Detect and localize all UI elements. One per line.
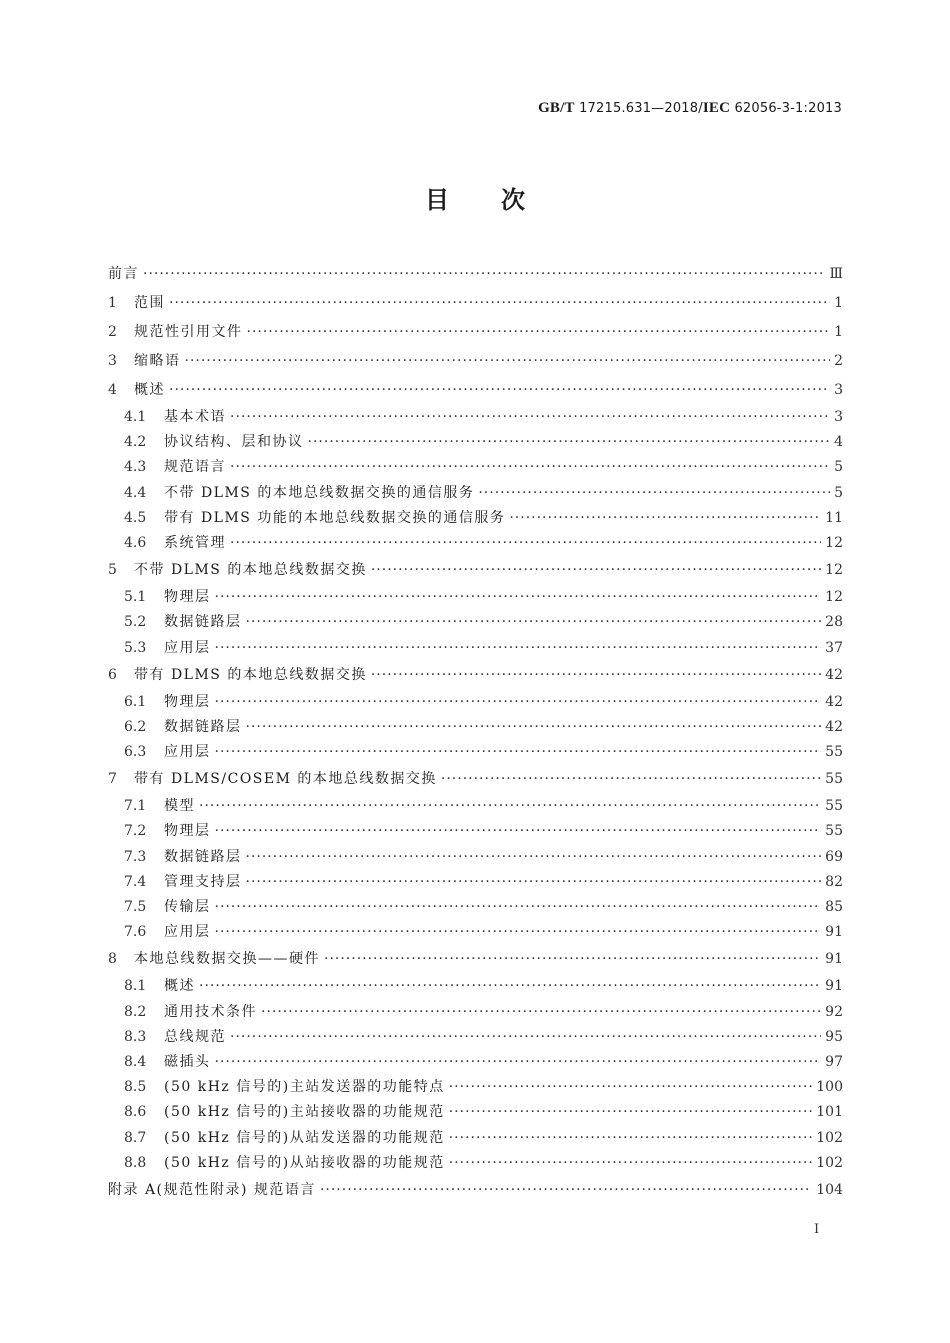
toc-entry-number: 5 — [108, 562, 117, 579]
toc-entry-number: 8.7 — [124, 1129, 147, 1146]
toc-entry[interactable] — [108, 974, 843, 999]
toc-entry[interactable] — [108, 895, 843, 920]
toc-entry-label: 应用层 — [164, 924, 211, 941]
toc-entry-number: 7.2 — [124, 823, 147, 840]
table-of-contents — [108, 260, 843, 1205]
toc-leader-dots — [199, 794, 821, 819]
toc-entry-page: 28 — [825, 614, 843, 631]
toc-entry-page: 55 — [825, 823, 843, 840]
toc-entry-label: 通用技术条件 — [164, 1003, 257, 1020]
toc-leader-dots — [246, 870, 822, 895]
toc-leader-dots — [143, 260, 825, 289]
toc-entry-label: (50 kHz 信号的)从站发送器的功能规范 — [164, 1129, 445, 1146]
toc-leader-dots — [215, 740, 822, 765]
toc-entry-page: 11 — [825, 509, 843, 526]
iec-number: 62056-3-1:2013 — [734, 101, 842, 116]
toc-entry-number: 6.3 — [124, 744, 147, 761]
toc-entry-label: (50 kHz 信号的)从站接收器的功能规范 — [164, 1154, 445, 1171]
toc-entry[interactable] — [108, 1100, 843, 1125]
toc-entry-number: 7 — [108, 771, 117, 788]
toc-entry-page: 100 — [816, 1079, 843, 1096]
toc-entry-number: 8.3 — [124, 1028, 147, 1045]
toc-entry-page: 12 — [825, 534, 843, 551]
toc-entry-page: 1 — [834, 295, 843, 311]
toc-entry-page: 12 — [825, 562, 843, 579]
std-code: GB/T — [538, 100, 575, 116]
toc-entry-label: 模型 — [164, 798, 195, 815]
toc-entry-label: 管理支持层 — [164, 873, 242, 890]
toc-entry-number: 6.1 — [124, 693, 147, 710]
toc-entry[interactable] — [108, 585, 843, 610]
toc-entry-page: 91 — [825, 951, 843, 968]
toc-leader-dots — [478, 481, 830, 506]
toc-leader-dots — [320, 1176, 812, 1205]
toc-entry[interactable] — [108, 481, 843, 506]
toc-entry-page: 1 — [834, 324, 843, 340]
toc-entry[interactable] — [108, 260, 843, 289]
toc-entry-page: 82 — [825, 873, 843, 890]
toc-entry-page: 3 — [834, 409, 843, 425]
toc-leader-dots — [246, 845, 822, 870]
toc-entry-label: 规范语言 — [164, 459, 226, 476]
toc-entry-label: 磁插头 — [164, 1053, 211, 1070]
toc-entry-page: 95 — [825, 1028, 843, 1045]
toc-entry-page: 42 — [825, 718, 843, 735]
toc-entry-label: 概述 — [134, 382, 165, 398]
toc-leader-dots — [215, 636, 822, 661]
toc-leader-dots — [199, 974, 821, 999]
toc-entry-number: 8.5 — [124, 1079, 147, 1096]
toc-leader-dots — [215, 895, 822, 920]
toc-entry-page: Ⅲ — [829, 266, 843, 282]
footer-page-number: Ⅰ — [814, 1222, 820, 1237]
toc-leader-dots — [215, 585, 822, 610]
toc-entry-page: 42 — [825, 693, 843, 710]
toc-entry[interactable] — [108, 636, 843, 661]
toc-entry-label: 带有 DLMS 功能的本地总线数据交换的通信服务 — [164, 509, 506, 526]
toc-entry-label: 物理层 — [164, 823, 211, 840]
std-number: 17215.631—2018/ — [579, 101, 703, 116]
toc-entry-page: 5 — [834, 484, 843, 501]
toc-entry-page: 102 — [816, 1129, 843, 1146]
toc-entry[interactable] — [108, 1000, 843, 1025]
toc-entry-page: 2 — [834, 353, 843, 369]
toc-leader-dots — [246, 715, 822, 740]
toc-entry-number: 6.2 — [124, 718, 147, 735]
toc-entry-label: 范围 — [134, 295, 165, 311]
toc-entry[interactable] — [108, 405, 843, 430]
toc-leader-dots — [308, 430, 831, 455]
toc-leader-dots — [246, 610, 822, 635]
toc-leader-dots — [261, 1000, 821, 1025]
toc-entry-number: 7.3 — [124, 848, 147, 865]
toc-entry-label: 规范性引用文件 — [134, 324, 243, 340]
toc-entry-number: 4.4 — [124, 484, 147, 501]
title-right: 次 — [501, 186, 525, 214]
toc-entry-label: 总线规范 — [164, 1028, 226, 1045]
toc-entry-number: 8 — [108, 951, 117, 968]
toc-entry-label: 前言 — [108, 266, 139, 282]
toc-entry-page: 55 — [825, 798, 843, 815]
toc-entry-label: 带有 DLMS/COSEM 的本地总线数据交换 — [134, 771, 437, 788]
toc-leader-dots — [215, 1050, 822, 1075]
toc-entry-number: 8.2 — [124, 1003, 147, 1020]
toc-entry-label: 概述 — [164, 978, 195, 995]
toc-entry-number: 8.4 — [124, 1053, 147, 1070]
toc-entry[interactable] — [108, 430, 843, 455]
toc-leader-dots — [230, 531, 821, 556]
toc-entry-page: 85 — [825, 899, 843, 915]
toc-entry[interactable] — [108, 289, 843, 318]
toc-entry[interactable] — [108, 794, 843, 819]
toc-entry-number: 8.1 — [124, 978, 147, 995]
toc-leader-dots — [169, 376, 830, 405]
toc-entry-number: 4.6 — [124, 534, 147, 551]
toc-entry[interactable] — [108, 1151, 843, 1176]
toc-entry-number: 5.1 — [124, 589, 147, 606]
toc-entry[interactable] — [108, 1025, 843, 1050]
toc-entry-number: 4.3 — [124, 459, 147, 476]
toc-entry-page: 55 — [825, 771, 843, 788]
toc-leader-dots — [230, 1025, 821, 1050]
toc-leader-dots — [215, 920, 822, 945]
toc-entry-label: 本地总线数据交换——硬件 — [134, 951, 320, 968]
toc-entry-number: 3 — [108, 353, 117, 369]
toc-leader-dots — [449, 1075, 813, 1100]
toc-entry[interactable] — [108, 347, 843, 376]
toc-leader-dots — [230, 405, 830, 430]
toc-entry-page: 55 — [825, 744, 843, 761]
page-title — [0, 180, 950, 215]
toc-entry[interactable] — [108, 1126, 843, 1151]
toc-entry[interactable] — [108, 819, 843, 844]
toc-entry[interactable] — [108, 661, 843, 690]
toc-entry[interactable] — [108, 376, 843, 405]
toc-entry[interactable] — [108, 740, 843, 765]
toc-entry-page: 91 — [825, 978, 843, 995]
toc-entry[interactable] — [108, 1050, 843, 1075]
toc-leader-dots — [324, 945, 821, 974]
toc-leader-dots — [449, 1126, 813, 1151]
toc-entry-page: 37 — [825, 639, 843, 656]
toc-entry-page: 69 — [825, 848, 843, 865]
toc-entry-number: 7.6 — [124, 924, 147, 941]
toc-entry-label: 传输层 — [164, 899, 211, 915]
toc-leader-dots — [371, 661, 821, 690]
toc-entry[interactable] — [108, 870, 843, 895]
toc-entry-label: 不带 DLMS 的本地总线数据交换 — [134, 562, 367, 579]
toc-leader-dots — [230, 455, 830, 480]
toc-entry-page: 102 — [816, 1154, 843, 1171]
toc-entry[interactable] — [108, 945, 843, 974]
toc-leader-dots — [449, 1151, 813, 1176]
toc-entry-number: 4.1 — [124, 409, 147, 425]
toc-entry[interactable] — [108, 455, 843, 480]
toc-entry-page: 12 — [825, 589, 843, 606]
toc-entry-label: 数据链路层 — [164, 848, 242, 865]
toc-entry[interactable] — [108, 715, 843, 740]
toc-leader-dots — [169, 289, 830, 318]
toc-leader-dots — [185, 347, 831, 376]
toc-entry-page: 91 — [825, 924, 843, 941]
toc-entry[interactable] — [108, 531, 843, 556]
toc-entry-label: 协议结构、层和协议 — [164, 434, 304, 451]
toc-entry-page: 97 — [825, 1053, 843, 1070]
toc-entry[interactable] — [108, 1075, 843, 1100]
toc-entry-page: 3 — [834, 382, 843, 398]
toc-leader-dots — [449, 1100, 813, 1125]
toc-entry[interactable] — [108, 690, 843, 715]
toc-entry-label: (50 kHz 信号的)主站发送器的功能特点 — [164, 1079, 445, 1096]
toc-entry-page: 104 — [816, 1181, 843, 1198]
toc-entry-number: 2 — [108, 324, 117, 340]
toc-leader-dots — [371, 556, 821, 585]
toc-entry-label: 应用层 — [164, 744, 211, 761]
toc-entry-label: 缩略语 — [134, 353, 181, 369]
toc-entry-number: 7.5 — [124, 899, 147, 915]
toc-entry-number: 5.3 — [124, 639, 147, 656]
standard-header — [538, 100, 842, 117]
toc-entry-number: 8.6 — [124, 1104, 147, 1121]
toc-leader-dots — [441, 765, 821, 794]
toc-entry-page: 92 — [825, 1003, 843, 1020]
iec-code: IEC — [702, 100, 731, 116]
toc-leader-dots — [215, 819, 822, 844]
toc-leader-dots — [247, 318, 831, 347]
toc-entry-page: 42 — [825, 666, 843, 683]
title-left: 目 — [425, 186, 449, 214]
toc-entry-number: 7.1 — [124, 798, 147, 815]
toc-entry-number: 1 — [108, 295, 117, 311]
toc-leader-dots — [509, 506, 821, 531]
toc-entry[interactable] — [108, 610, 843, 635]
toc-entry-label: 数据链路层 — [164, 614, 242, 631]
toc-entry-label: 应用层 — [164, 639, 211, 656]
toc-entry[interactable] — [108, 920, 843, 945]
toc-entry[interactable] — [108, 845, 843, 870]
toc-entry-number: 4.5 — [124, 509, 147, 526]
toc-entry-page: 5 — [834, 459, 843, 476]
toc-entry-label: 系统管理 — [164, 534, 226, 551]
toc-entry-number: 5.2 — [124, 614, 147, 631]
toc-leader-dots — [215, 690, 822, 715]
toc-entry-label: (50 kHz 信号的)主站接收器的功能规范 — [164, 1104, 445, 1121]
toc-entry-number: 6 — [108, 666, 117, 683]
toc-entry[interactable] — [108, 318, 843, 347]
toc-entry-number: 4.2 — [124, 434, 147, 451]
toc-entry-label: 数据链路层 — [164, 718, 242, 735]
toc-entry-number: 7.4 — [124, 873, 147, 890]
toc-entry-page: 101 — [816, 1104, 843, 1121]
toc-entry-label: 物理层 — [164, 589, 211, 606]
toc-entry[interactable] — [108, 1176, 843, 1205]
toc-entry[interactable] — [108, 556, 843, 585]
toc-entry-label: 带有 DLMS 的本地总线数据交换 — [134, 666, 367, 683]
toc-entry-page: 4 — [834, 434, 843, 451]
toc-entry[interactable] — [108, 765, 843, 794]
toc-entry-label: 附录 A(规范性附录) 规范语言 — [108, 1181, 316, 1198]
toc-entry-label: 物理层 — [164, 693, 211, 710]
toc-entry-label: 不带 DLMS 的本地总线数据交换的通信服务 — [164, 484, 475, 501]
toc-entry[interactable] — [108, 506, 843, 531]
toc-entry-label: 基本术语 — [164, 409, 226, 425]
toc-entry-number: 8.8 — [124, 1154, 147, 1171]
toc-entry-number: 4 — [108, 382, 117, 398]
